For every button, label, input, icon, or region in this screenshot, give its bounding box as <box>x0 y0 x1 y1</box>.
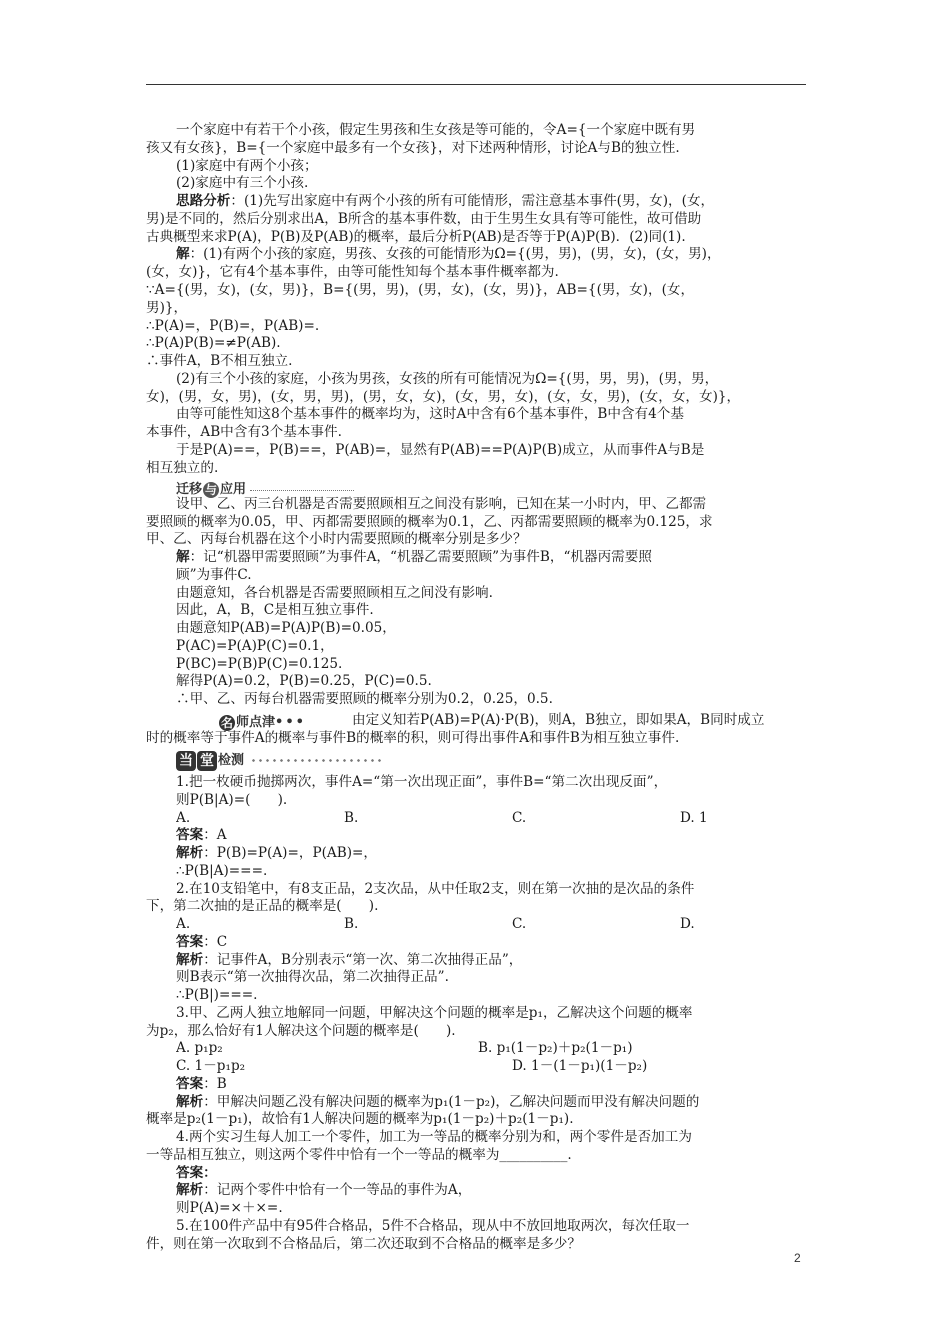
analysis-line: 思路分析：(1)先写出家庭中有两个小孩的所有可能情形，需注意基本事件(男，女)，(女， <box>176 193 715 209</box>
banner-class-test: 当 堂 检测 <box>176 749 384 767</box>
text-line: 为p₂，那么恰好有1人解决这个问题的概率是( ). <box>146 1023 456 1039</box>
text-line: ∴P(A)=，P(B)=，P(AB)=. <box>146 318 320 334</box>
page-number: 2 <box>794 1251 801 1265</box>
explain-line: 解析：甲解决问题乙没有解决问题的概率为p₁(1－p₂)，乙解决问题而甲没有解决问题的 <box>176 1094 700 1110</box>
text-line: 概率是p₂(1－p₁)，故恰有1人解决问题的概率为p₁(1－p₂)＋p₂(1－p₁). <box>146 1111 574 1127</box>
explain-line: 解析：P(B)=P(A)=，P(AB)=， <box>176 845 378 861</box>
text-line: 一个家庭中有若干个小孩，假定生男孩和生女孩是等可能的，令A={一个家庭中既有男 <box>176 122 696 138</box>
text-line: P(AC)=P(A)P(C)=0.1， <box>176 638 334 654</box>
question-5: 5.在100件产品中有95件合格品，5件不合格品，现从中不放回地取两次，每次任取一 <box>176 1218 690 1234</box>
question-1: 1.把一枚硬币抛掷两次，事件A=“第一次出现正面”，事件B=“第二次出现反面”， <box>176 774 668 790</box>
text-line: 则P(A)=×＋×=. <box>176 1200 283 1216</box>
text-line: 则B表示“第一次抽得次品，第二次抽得正品”. <box>176 969 449 985</box>
text-line: 解得P(A)=0.2，P(B)=0.25，P(C)=0.5. <box>176 673 432 689</box>
choices-q1: A. B. C. D. 1 <box>176 810 708 826</box>
question-2: 2.在10支铅笔中，有8支正品，2支次品，从中任取2支，则在第一次抽的是次品的条件 <box>176 881 695 897</box>
solution-line: 解：记“机器甲需要照顾”为事件A，“机器乙需要照顾”为事件B，“机器丙需要照 <box>176 549 652 565</box>
text-line: 甲、乙、丙每台机器在这个小时内需要照顾的概率分别是多少？ <box>146 531 527 547</box>
solution-line: 解：(1)有两个小孩的家庭，男孩、女孩的可能情形为Ω={(男，男)，(男，女)，(女，男)， <box>176 246 721 262</box>
text-line: 相互独立的. <box>146 460 219 476</box>
question-3: 3.甲、乙两人独立地解同一问题，甲解决这个问题的概率是p₁，乙解决这个问题的概率 <box>176 1005 693 1021</box>
text-line: 女)，(男，女，男)，(女，男，男)，(男，女，女)，(女，男，女)，(女，女，男)，(女，女，女)}， <box>146 389 741 405</box>
text-line: 由等可能性知这8个基本事件的概率均为，这时A中含有6个基本事件，B中含有4个基 <box>176 406 684 422</box>
dotted-divider <box>250 489 354 491</box>
text-line: 因此，A，B，C是相互独立事件. <box>176 602 374 618</box>
text-line: 要照顾的概率为0.05，甲、丙都需要照顾的概率为0.1，乙、丙都需要照顾的概率为0.125，求 <box>146 514 713 530</box>
text-line: (女，女)}，它有4个基本事件，由等可能性知每个基本事件概率都为. <box>146 264 559 280</box>
text-line: 男)}， <box>146 300 188 316</box>
analysis-label: 思路分析 <box>176 193 231 209</box>
text-line: 则P(B|A)=( ). <box>176 792 288 808</box>
text-line: 一等品相互独立，则这两个零件中恰有一个一等品的概率为__________. <box>146 1147 572 1163</box>
answer-line: 答案：C <box>176 934 228 950</box>
text-line: 由定义知若P(AB)=P(A)·P(B)，则A，B独立，即如果A，B同时成立 <box>352 712 765 728</box>
text-line: P(BC)=P(B)P(C)=0.125. <box>176 656 343 672</box>
answer-label: 答案： <box>176 1165 217 1181</box>
text-line: ∴P(B|A)===. <box>176 863 268 879</box>
text-line: 男)是不同的，然后分别求出A，B所含的基本事件数，由于生男生女具有等可能性，故可借助 <box>146 211 702 227</box>
text-line: 件，则在第一次取到不合格品后，第二次还取到不合格品的概率是多少？ <box>146 1236 581 1252</box>
solution-label: 解 <box>176 246 190 262</box>
text-line: 由题意知，各台机器是否需要照顾相互之间没有影响. <box>176 585 493 601</box>
text-line: 本事件，AB中含有3个基本事件. <box>146 424 342 440</box>
choices-q3-row1: A. p₁p₂ B. p₁(1－p₂)＋p₂(1－p₁) <box>176 1040 633 1056</box>
question-4: 4.两个实习生每人加工一个零件，加工为一等品的概率分别为和，两个零件是否加工为 <box>176 1129 692 1145</box>
text-line: 于是P(A)==，P(B)==，P(AB)=，显然有P(AB)==P(A)P(B)成立，从而事件A与B是 <box>176 442 705 458</box>
choices-q2: A. B. C. D. <box>176 916 695 932</box>
text-line: 古典概型来求P(A)，P(B)及P(AB)的概率，最后分析P(AB)是否等于P(A)P(B)．(2)同(1). <box>146 229 686 245</box>
answer-line: 答案：A <box>176 827 227 843</box>
dotted-divider <box>250 759 384 762</box>
text-line: 下，第二次抽的是正品的概率是( ). <box>146 898 379 914</box>
text-line: ∴事件A，B不相互独立. <box>146 353 293 369</box>
text-line: 孩又有女孩}，B={一个家庭中最多有一个女孩}，对下述两种情形，讨论A与B的独立性. <box>146 140 680 156</box>
explain-line: 解析：记事件A，B分别表示“第一次、第二次抽得正品”， <box>176 952 523 968</box>
text-line: ∴P(A)P(B)=≠P(AB). <box>146 335 281 351</box>
explain-line: 解析：记两个零件中恰有一个一等品的事件为A， <box>176 1182 472 1198</box>
banner-teacher-tip: 名 师点津••• <box>220 715 306 730</box>
text-line: ∵A={(男，女)，(女，男)}，B={(男，男)，(男，女)，(女，男)}，AB={(男，女)，(女， <box>146 282 695 298</box>
text-line: 设甲、乙、丙三台机器是否需要照顾相互之间没有影响，已知在某一小时内，甲、乙都需 <box>176 496 707 512</box>
text-line: ∴甲、乙、丙每台机器需要照顾的概率分别为0.2，0.25，0.5. <box>176 691 553 707</box>
choices-q3-row2: C. 1－p₁p₂ D. 1－(1－p₁)(1－p₂) <box>176 1058 648 1074</box>
text-line: (2)有三个小孩的家庭，小孩为男孩，女孩的所有可能情况为Ω={(男，男，男)，(男，男， <box>176 371 719 387</box>
text-line: 顾”为事件C. <box>176 567 252 583</box>
text-line: (1)家庭中有两个小孩； <box>176 158 318 174</box>
text-line: 时的概率等于事件A的概率与事件B的概率的积，则可得出事件A和事件B为相互独立事件. <box>146 730 680 746</box>
answer-line: 答案：B <box>176 1076 227 1092</box>
text-line: (2)家庭中有三个小孩. <box>176 175 309 191</box>
text-line: 由题意知P(AB)=P(A)P(B)=0.05， <box>176 620 396 636</box>
text-line: ∴P(B|)===. <box>176 987 258 1003</box>
banner-transfer-application: 迁移 与 应用 <box>176 478 354 496</box>
header-rule <box>146 84 806 85</box>
